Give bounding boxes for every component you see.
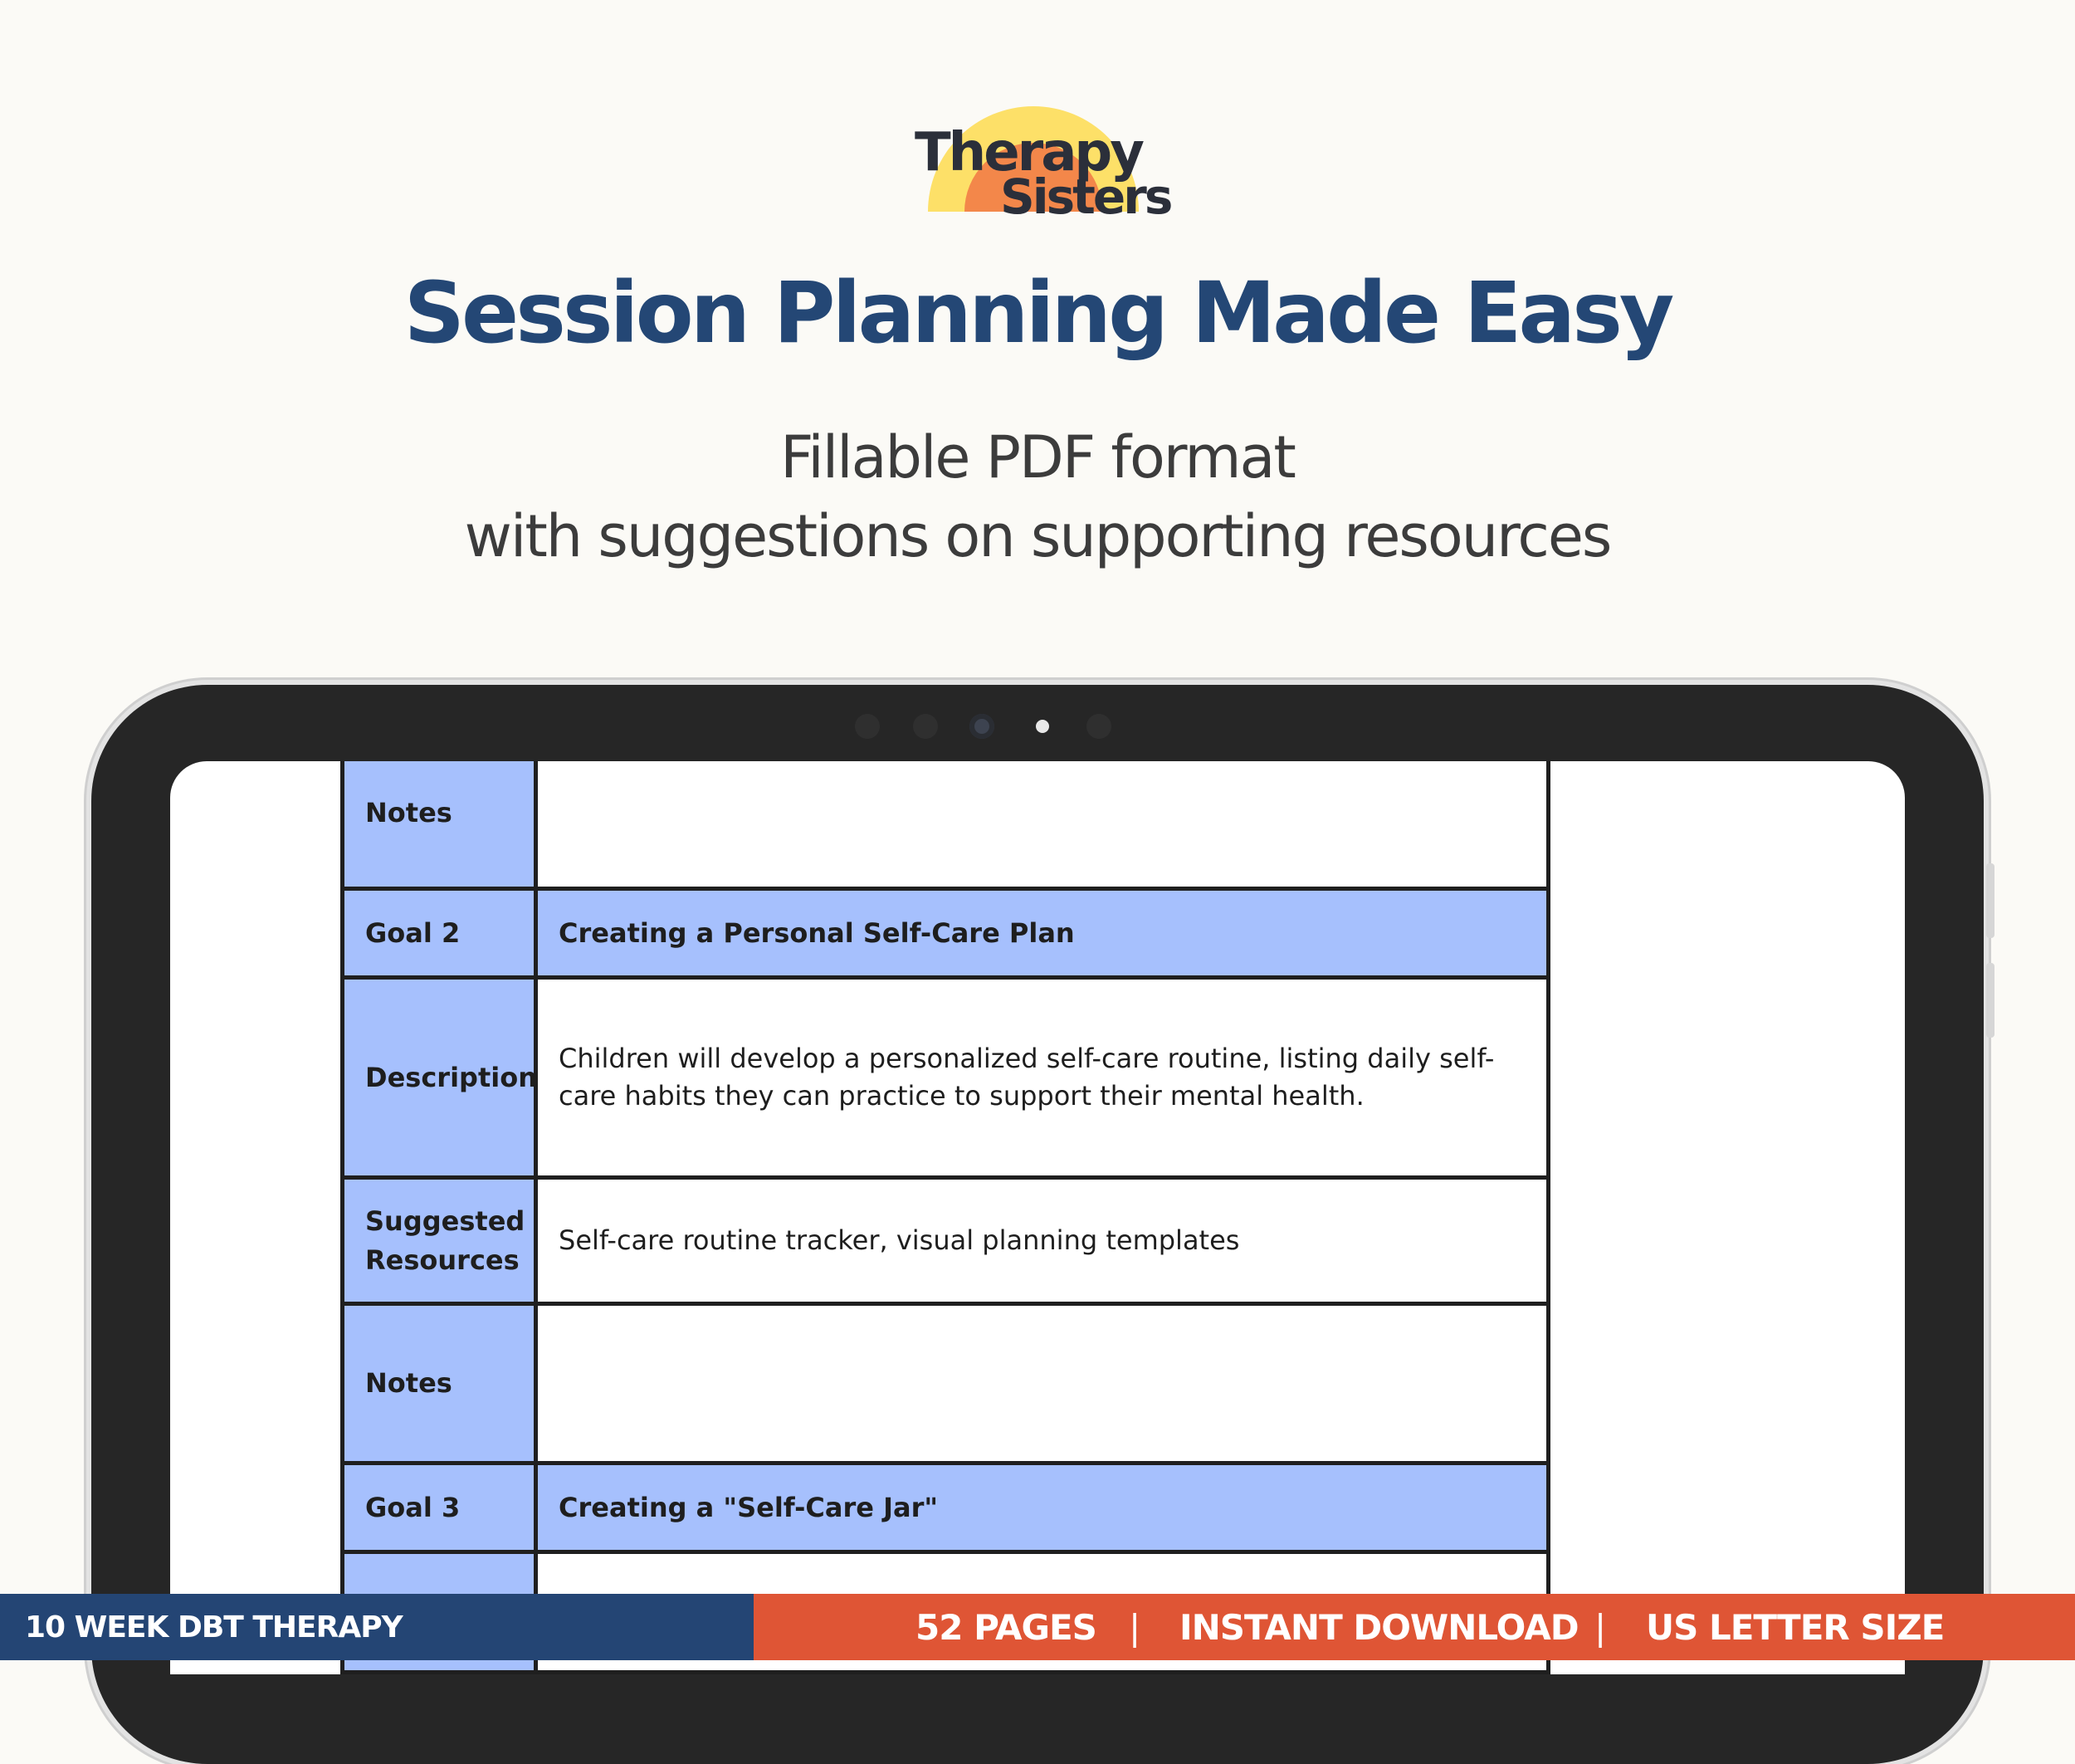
row-label: Notes bbox=[344, 1306, 538, 1461]
table-row bbox=[344, 1465, 1546, 1554]
brand-name-line1: Therapy bbox=[915, 122, 1142, 183]
subtitle-line1: Fillable PDF format bbox=[780, 423, 1295, 491]
goal-field[interactable]: Creating a "Self-Care Jar" bbox=[538, 1465, 1546, 1550]
session-plan-table bbox=[340, 761, 1550, 1674]
product-info-banner bbox=[754, 1594, 2075, 1660]
download-label: INSTANT DOWNLOAD bbox=[1179, 1606, 1579, 1648]
notes-field[interactable] bbox=[538, 1306, 1546, 1461]
subtitle-line2: with suggestions on supporting resources bbox=[464, 502, 1611, 570]
table-row bbox=[344, 891, 1546, 980]
brand-name-line2: Sisters bbox=[1000, 169, 1171, 225]
table-row bbox=[344, 761, 1546, 891]
separator: | bbox=[1129, 1606, 1140, 1648]
page-count-label: 52 PAGES bbox=[915, 1606, 1096, 1648]
brand-logo bbox=[913, 95, 1171, 225]
row-label: Goal 2 bbox=[344, 891, 538, 975]
description-field[interactable]: Children will develop a personalized self-care routine, listing daily self-care habits they can practice to support their mental health. bbox=[559, 1043, 1495, 1112]
table-row bbox=[344, 1180, 1546, 1306]
resources-field[interactable]: Self-care routine tracker, visual planning templates bbox=[559, 1224, 1240, 1256]
row-label: Goal 3 bbox=[344, 1465, 538, 1550]
camera-sensor-icon bbox=[1086, 714, 1111, 739]
goal-field[interactable]: Creating a Personal Self-Care Plan bbox=[538, 891, 1546, 975]
tablet-screen[interactable] bbox=[170, 761, 1905, 1674]
camera-icon bbox=[969, 714, 994, 739]
row-label: Description bbox=[344, 980, 538, 1175]
notes-field[interactable] bbox=[538, 761, 1546, 887]
separator: | bbox=[1594, 1606, 1606, 1648]
camera-sensor-icon bbox=[855, 714, 880, 739]
row-label: Suggested Resources bbox=[344, 1180, 538, 1302]
tablet-volume-button bbox=[1986, 863, 1994, 938]
page-title: Session Planning Made Easy bbox=[403, 264, 1672, 363]
row-label: Notes bbox=[344, 761, 538, 887]
product-name-banner: 10 WEEK DBT THERAPY bbox=[0, 1594, 754, 1660]
table-row bbox=[344, 980, 1546, 1180]
table-row bbox=[344, 1306, 1546, 1465]
camera-sensor-icon bbox=[913, 714, 938, 739]
paper-size-label: US LETTER SIZE bbox=[1646, 1606, 1945, 1648]
camera-light-icon bbox=[1036, 720, 1049, 733]
tablet-volume-button bbox=[1986, 963, 1994, 1038]
